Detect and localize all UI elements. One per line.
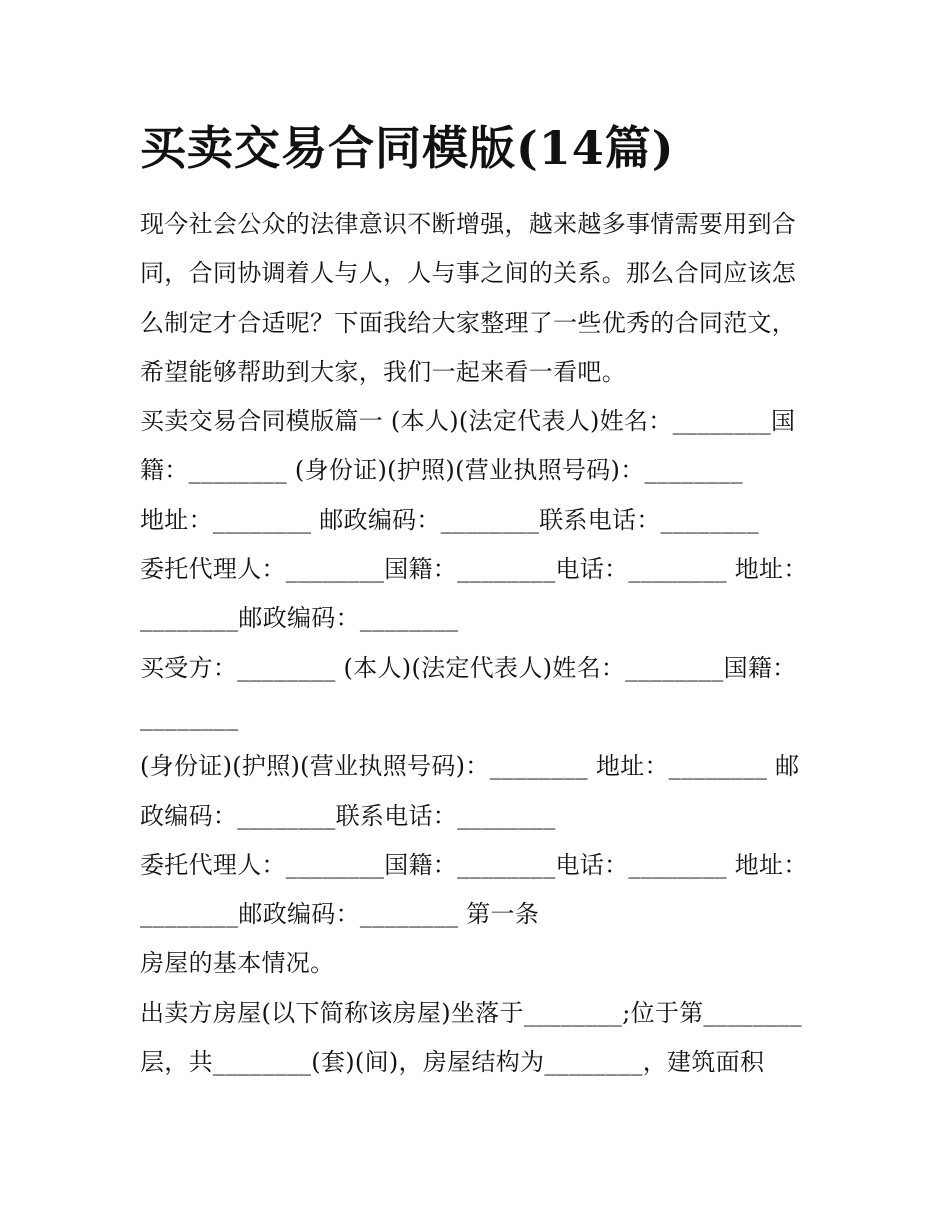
- document-body: [140, 200, 820, 1087]
- body-line: 委托代理人：________国籍：________电话：________ 地址：: [140, 555, 808, 584]
- body-line: ________邮政编码：________ 第一条: [140, 900, 540, 929]
- document-title: 买卖交易合同模版(14篇): [140, 121, 675, 175]
- body-line: (身份证)(护照)(营业执照号码)：________ 地址：________ 邮: [140, 752, 800, 781]
- body-line: 买受方：________ (本人)(法定代表人)姓名：________国籍：: [140, 653, 797, 682]
- body-line: 出卖方房屋(以下简称该房屋)坐落于________;位于第________: [140, 998, 802, 1027]
- body-line: 买卖交易合同模版篇一 (本人)(法定代表人)姓名：________国: [140, 407, 796, 436]
- body-line: ________邮政编码：________: [140, 604, 459, 633]
- body-line: 同，合同协调着人与人，人与事之间的关系。那么合同应该怎: [140, 259, 797, 288]
- body-line: 么制定才合适呢？下面我给大家整理了一些优秀的合同范文，: [140, 308, 797, 337]
- body-line: 籍：________ (身份证)(护照)(营业执照号码)：________: [140, 456, 743, 485]
- body-line: 政编码：________联系电话：________: [140, 801, 556, 830]
- body-line: 现今社会公众的法律意识不断增强，越来越多事情需要用到合: [140, 210, 797, 238]
- body-line: ________: [140, 702, 239, 731]
- body-line: 层，共________(套)(间)，房屋结构为________，建筑面积: [140, 1048, 765, 1077]
- body-line: 委托代理人：________国籍：________电话：________ 地址：: [140, 850, 808, 879]
- body-line: 希望能够帮助到大家，我们一起来看一看吧。: [140, 357, 626, 386]
- body-line: 地址：________ 邮政编码：________联系电话：________: [140, 505, 760, 534]
- body-line: 房屋的基本情况。: [140, 949, 335, 978]
